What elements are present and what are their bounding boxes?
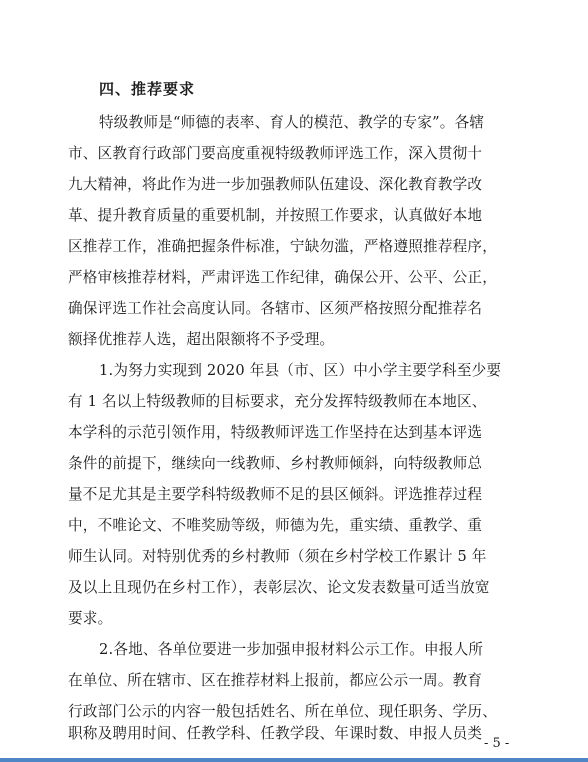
paragraph-line: 2.各地、各单位要进一步加强申报材料公示工作。申报人所 [99, 641, 484, 658]
paragraph-line: 九大精神，将此作为进一步加强教师队伍建设、深化教育教学改 [68, 176, 483, 193]
paragraph-line: 有 1 名以上特级教师的目标要求，充分发挥特级教师在本地区、 [68, 393, 487, 410]
paragraph-line: 要求。 [68, 610, 113, 627]
paragraph-line: 确保评选工作社会高度认同。各辖市、区须严格按照分配推荐名 [68, 300, 483, 317]
paragraph-line: 1.为努力实现到 2020 年县（市、区）中小学主要学科至少要 [99, 362, 502, 379]
section-heading: 四、推荐要求 [99, 80, 196, 98]
paragraph-line: 特级教师是“师德的表率、育人的模范、教学的专家”。各辖 [99, 114, 485, 131]
paragraph-line: 革、提升教育质量的重要机制，并按照工作要求，认真做好本地 [68, 207, 483, 224]
page-number: - 5 - [484, 736, 510, 751]
bottom-border [0, 758, 588, 762]
paragraph-line: 区推荐工作，准确把握条件标准，宁缺勿滥，严格遵照推荐程序， [68, 238, 498, 255]
paragraph-line: 及以上且现仍在乡村工作），表彰层次、论文发表数量可适当放宽 [68, 579, 490, 596]
paragraph-line: 中，不唯论文、不唯奖励等级，师德为先，重实绩、重教学、重 [68, 517, 483, 534]
paragraph-line: 量不足尤其是主要学科特级教师不足的县区倾斜。评选推荐过程 [68, 486, 483, 503]
paragraph-line: 行政部门公示的内容一般包括姓名、所在单位、现任职务、学历、 [68, 703, 498, 720]
paragraph-line: 职称及聘用时间、任教学科、任教学段、年课时数、申报人员类 [68, 725, 483, 742]
paragraph-line: 在单位、所在辖市、区在推荐材料上报前，都应公示一周。教育 [68, 672, 483, 689]
paragraph-line: 严格审核推荐材料，严肃评选工作纪律，确保公开、公平、公正， [68, 269, 498, 286]
paragraph-line: 条件的前提下，继续向一线教师、乡村教师倾斜，向特级教师总 [68, 455, 483, 472]
paragraph-line: 师生认同。对特别优秀的乡村教师（须在乡村学校工作累计 5 年 [68, 548, 487, 565]
paragraph-line: 市、区教育行政部门要高度重视特级教师评选工作，深入贯彻十 [68, 145, 483, 162]
paragraph-line: 额择优推荐人选，超出限额将不予受理。 [68, 331, 335, 348]
paragraph-line: 本学科的示范引领作用，特级教师评选工作坚持在达到基本评选 [68, 424, 483, 441]
